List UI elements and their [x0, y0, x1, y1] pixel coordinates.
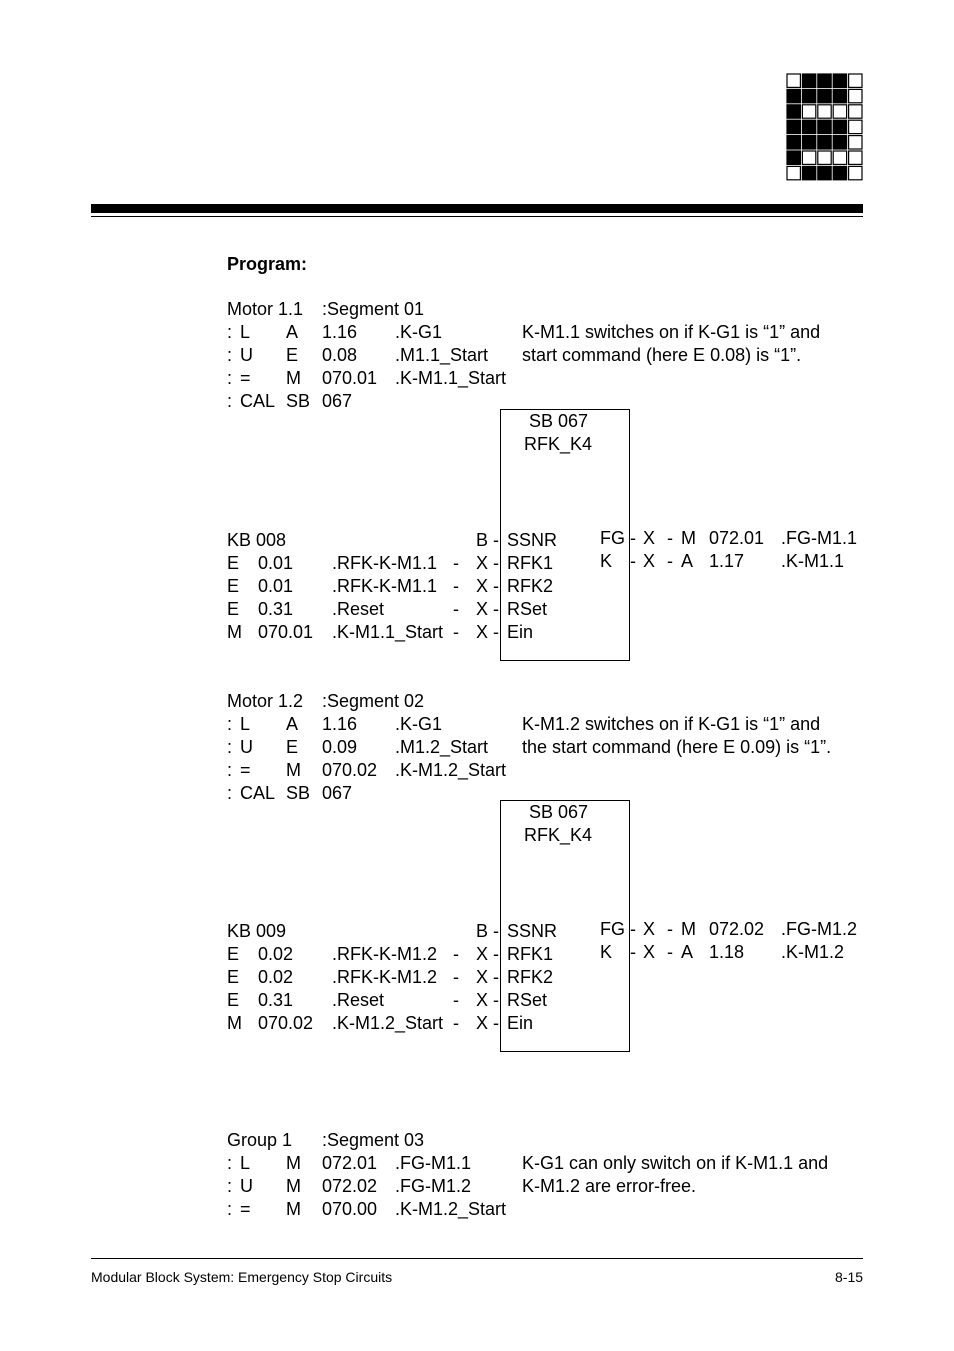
statement-cell: CAL: [240, 783, 276, 803]
logo-cell: [849, 151, 862, 164]
input-operand: E: [227, 576, 240, 596]
block-input-pin: RFK2: [507, 576, 554, 596]
logo-cell: [787, 151, 800, 164]
output-operand: M: [681, 919, 696, 939]
input-operand: E: [227, 553, 240, 573]
statement-cell: :: [227, 737, 233, 757]
statement-comment: K-M1.2 are error-free.: [522, 1176, 697, 1196]
statement-cell: M: [286, 1153, 301, 1173]
output-symbol: .FG-M1.1: [781, 528, 858, 548]
statement-comment: start command (here E 0.08) is “1”.: [522, 345, 802, 365]
logo-cell: [818, 89, 831, 102]
logo-cell: [833, 151, 846, 164]
logo-cell: [833, 120, 846, 133]
input-symbol: .RFK-K-M1.1: [332, 576, 438, 596]
logo-cell: [802, 74, 815, 87]
segment-number: :Segment 03: [322, 1130, 425, 1150]
block-input-pin: RFK2: [507, 967, 554, 987]
logo-cell: [787, 120, 800, 133]
output-address: 072.02: [709, 919, 765, 939]
logo-cell: [833, 136, 846, 149]
logo-cell: [833, 89, 846, 102]
input-param-type: X: [476, 553, 489, 573]
output-symbol: .K-M1.2: [781, 942, 845, 962]
input-symbol: .RFK-K-M1.1: [332, 553, 438, 573]
logo-cell: [802, 151, 815, 164]
statement-cell: E: [286, 737, 299, 757]
input-address: 070.02: [258, 1013, 314, 1033]
block-title: SB 067: [529, 802, 589, 822]
logo-cell: [802, 166, 815, 179]
segment-label: Group 1: [227, 1130, 293, 1150]
statement-cell: .K-M1.2_Start: [395, 1199, 507, 1219]
statement-cell: M: [286, 760, 301, 780]
output-dash: -: [630, 919, 636, 939]
logo-cell: [802, 136, 815, 149]
logo-cell: [818, 74, 831, 87]
output-param-type: X: [643, 942, 656, 962]
logo-cell: [849, 166, 862, 179]
header-rule-thick: [91, 204, 863, 213]
statement-cell: E: [286, 345, 299, 365]
input-connector: -: [493, 553, 499, 573]
statement-cell: M: [286, 1199, 301, 1219]
logo-cell: [833, 74, 846, 87]
input-address: 070.01: [258, 622, 314, 642]
logo-cell: [849, 136, 862, 149]
logo-cell: [787, 136, 800, 149]
block-output-pin: K: [600, 551, 613, 571]
block-input-pin: SSNR: [507, 530, 558, 550]
input-symbol: .K-M1.2_Start: [332, 1013, 444, 1033]
logo-cell: [849, 120, 862, 133]
statement-cell: =: [240, 760, 251, 780]
input-symbol: .Reset: [332, 599, 385, 619]
logo-cell: [802, 89, 815, 102]
block-output-pin: FG: [600, 919, 625, 939]
block-input-pin: RFK1: [507, 553, 554, 573]
input-dash: -: [453, 622, 459, 642]
input-operand: E: [227, 944, 240, 964]
statement-cell: SB: [286, 783, 311, 803]
statement-cell: U: [240, 1176, 253, 1196]
input-operand: KB 008: [227, 530, 287, 550]
input-operand: E: [227, 967, 240, 987]
statement-cell: M: [286, 1176, 301, 1196]
output-operand: M: [681, 528, 696, 548]
statement-cell: L: [240, 714, 251, 734]
logo-cell: [787, 74, 800, 87]
output-address: 1.17: [709, 551, 745, 571]
logo-cell: [818, 120, 831, 133]
block-output-pin: FG: [600, 528, 625, 548]
statement-cell: 1.16: [322, 714, 358, 734]
input-param-type: X: [476, 599, 489, 619]
input-address: 0.02: [258, 967, 294, 987]
output-address: 072.01: [709, 528, 765, 548]
logo-cell: [818, 136, 831, 149]
output-address: 1.18: [709, 942, 745, 962]
statement-cell: :: [227, 391, 233, 411]
logo-cell: [787, 105, 800, 118]
input-param-type: X: [476, 967, 489, 987]
statement-cell: A: [286, 714, 299, 734]
output-dash: -: [667, 919, 673, 939]
output-operand: A: [681, 551, 694, 571]
segment-label: Motor 1.2: [227, 691, 304, 711]
block-input-pin: RFK1: [507, 944, 554, 964]
input-address: 0.31: [258, 599, 294, 619]
statement-cell: 072.02: [322, 1176, 378, 1196]
statement-cell: =: [240, 368, 251, 388]
statement-cell: A: [286, 322, 299, 342]
statement-cell: U: [240, 345, 253, 365]
block-name: RFK_K4: [524, 434, 593, 454]
logo-cell: [818, 151, 831, 164]
input-connector: -: [493, 576, 499, 596]
logo-cell: [849, 105, 862, 118]
input-param-type: X: [476, 944, 489, 964]
statement-cell: :: [227, 1199, 233, 1219]
input-address: 0.01: [258, 576, 294, 596]
input-address: 0.02: [258, 944, 294, 964]
logo-cell: [787, 89, 800, 102]
logo-cell: [849, 89, 862, 102]
output-operand: A: [681, 942, 694, 962]
statement-cell: =: [240, 1199, 251, 1219]
statement-cell: :: [227, 322, 233, 342]
statement-cell: U: [240, 737, 253, 757]
logo-cell: [818, 105, 831, 118]
block-input-pin: RSet: [507, 990, 548, 1010]
input-connector: -: [493, 921, 499, 941]
header-rule-thin: [91, 216, 863, 217]
statement-cell: :: [227, 714, 233, 734]
statement-cell: 070.02: [322, 760, 378, 780]
input-dash: -: [453, 599, 459, 619]
statement-cell: 070.01: [322, 368, 378, 388]
statement-cell: .FG-M1.1: [395, 1153, 472, 1173]
statement-cell: :: [227, 345, 233, 365]
input-param-type: B: [476, 530, 489, 550]
output-dash: -: [630, 551, 636, 571]
input-connector: -: [493, 599, 499, 619]
statement-cell: 0.08: [322, 345, 358, 365]
output-dash: -: [667, 528, 673, 548]
statement-cell: .M1.1_Start: [395, 345, 489, 365]
input-dash: -: [453, 553, 459, 573]
statement-cell: SB: [286, 391, 311, 411]
statement-cell: 070.00: [322, 1199, 378, 1219]
logo-cell: [802, 120, 815, 133]
input-symbol: .Reset: [332, 990, 385, 1010]
statement-comment: the start command (here E 0.09) is “1”.: [522, 737, 832, 757]
input-connector: -: [493, 530, 499, 550]
output-dash: -: [630, 942, 636, 962]
statement-cell: .K-M1.1_Start: [395, 368, 507, 388]
logo-cell: [818, 166, 831, 179]
input-operand: M: [227, 622, 242, 642]
statement-cell: .K-M1.2_Start: [395, 760, 507, 780]
input-symbol: .RFK-K-M1.2: [332, 944, 438, 964]
segment-number: :Segment 02: [322, 691, 425, 711]
footer-rule: [91, 1258, 863, 1259]
input-dash: -: [453, 990, 459, 1010]
input-param-type: X: [476, 622, 489, 642]
statement-cell: 1.16: [322, 322, 358, 342]
input-connector: -: [493, 944, 499, 964]
output-param-type: X: [643, 919, 656, 939]
input-operand: E: [227, 990, 240, 1010]
statement-comment: K-M1.2 switches on if K-G1 is “1” and: [522, 714, 821, 734]
output-param-type: X: [643, 551, 656, 571]
input-symbol: .K-M1.1_Start: [332, 622, 444, 642]
input-param-type: X: [476, 576, 489, 596]
statement-cell: 067: [322, 783, 353, 803]
output-dash: -: [630, 528, 636, 548]
input-dash: -: [453, 576, 459, 596]
block-input-pin: Ein: [507, 622, 534, 642]
statement-cell: 067: [322, 391, 353, 411]
input-param-type: X: [476, 1013, 489, 1033]
output-dash: -: [667, 942, 673, 962]
input-dash: -: [453, 1013, 459, 1033]
logo-cell: [849, 74, 862, 87]
statement-comment: K-G1 can only switch on if K-M1.1 and: [522, 1153, 829, 1173]
statement-cell: :: [227, 760, 233, 780]
statement-cell: CAL: [240, 391, 276, 411]
input-symbol: .RFK-K-M1.2: [332, 967, 438, 987]
logo-cell: [833, 166, 846, 179]
statement-cell: .K-G1: [395, 714, 443, 734]
input-connector: -: [493, 990, 499, 1010]
output-symbol: .K-M1.1: [781, 551, 845, 571]
input-connector: -: [493, 622, 499, 642]
logo-cell: [802, 105, 815, 118]
statement-cell: M: [286, 368, 301, 388]
grid-logo-icon: [786, 73, 864, 183]
statement-cell: 072.01: [322, 1153, 378, 1173]
program-heading: Program:: [227, 254, 308, 274]
logo-cell: [787, 166, 800, 179]
block-input-pin: RSet: [507, 599, 548, 619]
page-number: 8-15: [835, 1269, 864, 1285]
output-param-type: X: [643, 528, 656, 548]
input-connector: -: [493, 967, 499, 987]
statement-cell: L: [240, 1153, 251, 1173]
output-symbol: .FG-M1.2: [781, 919, 858, 939]
statement-cell: :: [227, 1176, 233, 1196]
input-operand: KB 009: [227, 921, 287, 941]
input-param-type: B: [476, 921, 489, 941]
input-operand: M: [227, 1013, 242, 1033]
input-operand: E: [227, 599, 240, 619]
input-dash: -: [453, 944, 459, 964]
segment-label: Motor 1.1: [227, 299, 304, 319]
statement-cell: :: [227, 1153, 233, 1173]
input-param-type: X: [476, 990, 489, 1010]
input-address: 0.31: [258, 990, 294, 1010]
block-name: RFK_K4: [524, 825, 593, 845]
statement-cell: .K-G1: [395, 322, 443, 342]
footer-title: Modular Block System: Emergency Stop Circuits: [91, 1269, 393, 1285]
input-address: 0.01: [258, 553, 294, 573]
segment-number: :Segment 01: [322, 299, 425, 319]
block-input-pin: Ein: [507, 1013, 534, 1033]
statement-cell: :: [227, 368, 233, 388]
block-input-pin: SSNR: [507, 921, 558, 941]
statement-cell: .FG-M1.2: [395, 1176, 472, 1196]
statement-cell: .M1.2_Start: [395, 737, 489, 757]
logo-cell: [833, 105, 846, 118]
input-connector: -: [493, 1013, 499, 1033]
statement-cell: 0.09: [322, 737, 358, 757]
input-dash: -: [453, 967, 459, 987]
statement-cell: L: [240, 322, 251, 342]
output-dash: -: [667, 551, 673, 571]
block-output-pin: K: [600, 942, 613, 962]
statement-comment: K-M1.1 switches on if K-G1 is “1” and: [522, 322, 821, 342]
statement-cell: :: [227, 783, 233, 803]
block-title: SB 067: [529, 411, 589, 431]
